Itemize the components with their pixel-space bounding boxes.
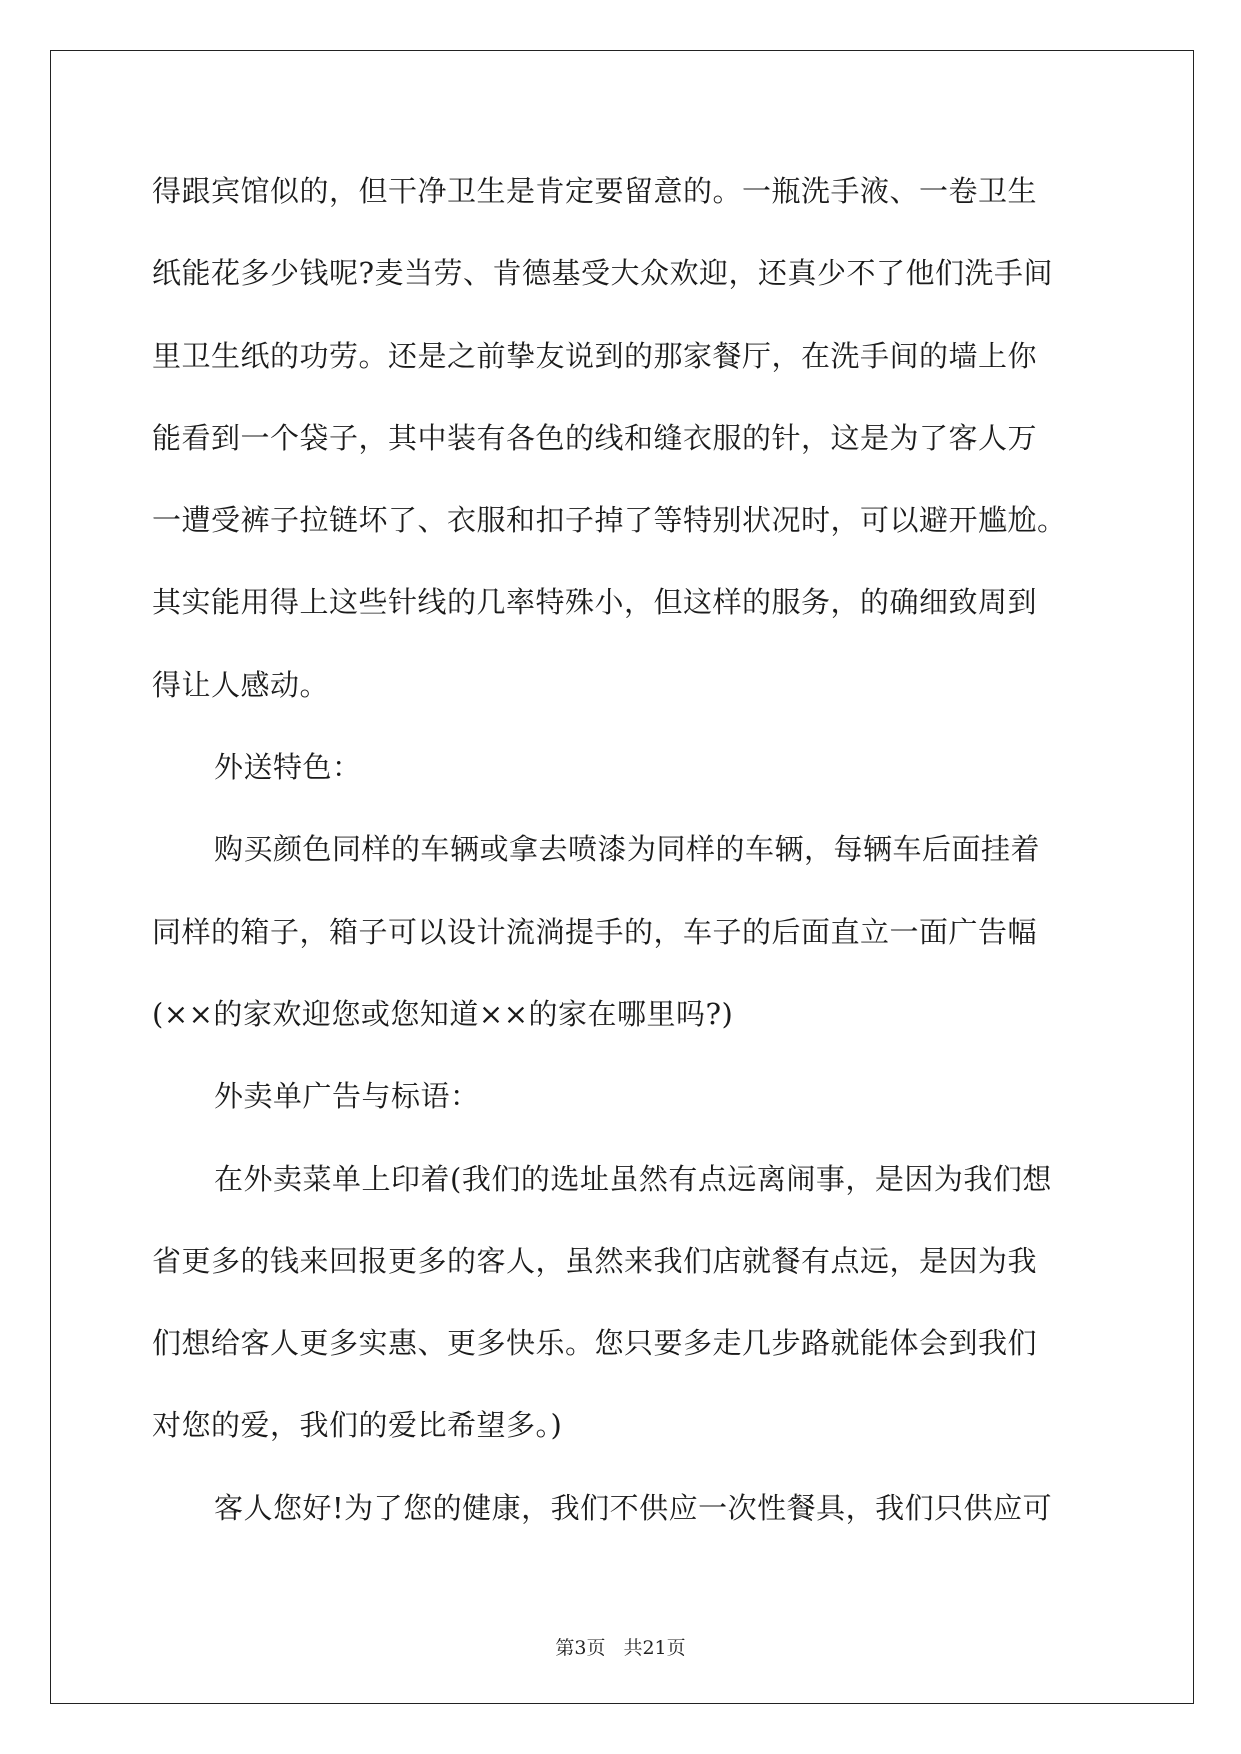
text-line: 客人您好!为了您的健康，我们不供应一次性餐具，我们只供应可 (214, 1490, 1053, 1525)
text-line: 能看到一个袋子，其中装有各色的线和缝衣服的针，这是为了客人万 (152, 420, 1038, 455)
text-line: 里卫生纸的功劳。还是之前挚友说到的那家餐厅，在洗手间的墙上你 (152, 338, 1038, 373)
text-line: 们想给客人更多实惠、更多快乐。您只要多走几步路就能体会到我们 (152, 1326, 1038, 1361)
document-body (152, 150, 1097, 1549)
text-line: (××的家欢迎您或您知道××的家在哪里吗?) (152, 996, 734, 1031)
text-line: 其实能用得上这些针线的几率特殊小，但这样的服务，的确细致周到 (152, 585, 1038, 620)
page-total: 共21页 (623, 1637, 686, 1659)
text-line: 一遭受裤子拉链坏了、衣服和扣子掉了等特别状况时，可以避开尴尬。 (152, 503, 1067, 538)
page-footer (0, 1636, 1241, 1660)
text-line: 同样的箱子，箱子可以设计流淌提手的，车子的后面直立一面广告幅 (152, 914, 1038, 949)
text-line: 外卖单广告与标语： (214, 1079, 480, 1114)
text-line: 省更多的钱来回报更多的客人，虽然来我们店就餐有点远，是因为我 (152, 1243, 1038, 1278)
text-line: 得跟宾馆似的，但干净卫生是肯定要留意的。一瓶洗手液、一卷卫生 (152, 174, 1038, 208)
page-number: 第3页 (555, 1637, 606, 1659)
text-line: 纸能花多少钱呢?麦当劳、肯德基受大众欢迎，还真少不了他们洗手间 (152, 256, 1054, 291)
text-line: 外送特色： (214, 750, 362, 785)
text-line: 对您的爱，我们的爱比希望多。) (152, 1408, 563, 1443)
text-line: 在外卖菜单上印着(我们的选址虽然有点远离闹事，是因为我们想 (214, 1161, 1052, 1196)
text-line: 购买颜色同样的车辆或拿去喷漆为同样的车辆，每辆车后面挂着 (214, 832, 1041, 867)
text-line: 得让人感动。 (152, 667, 330, 702)
